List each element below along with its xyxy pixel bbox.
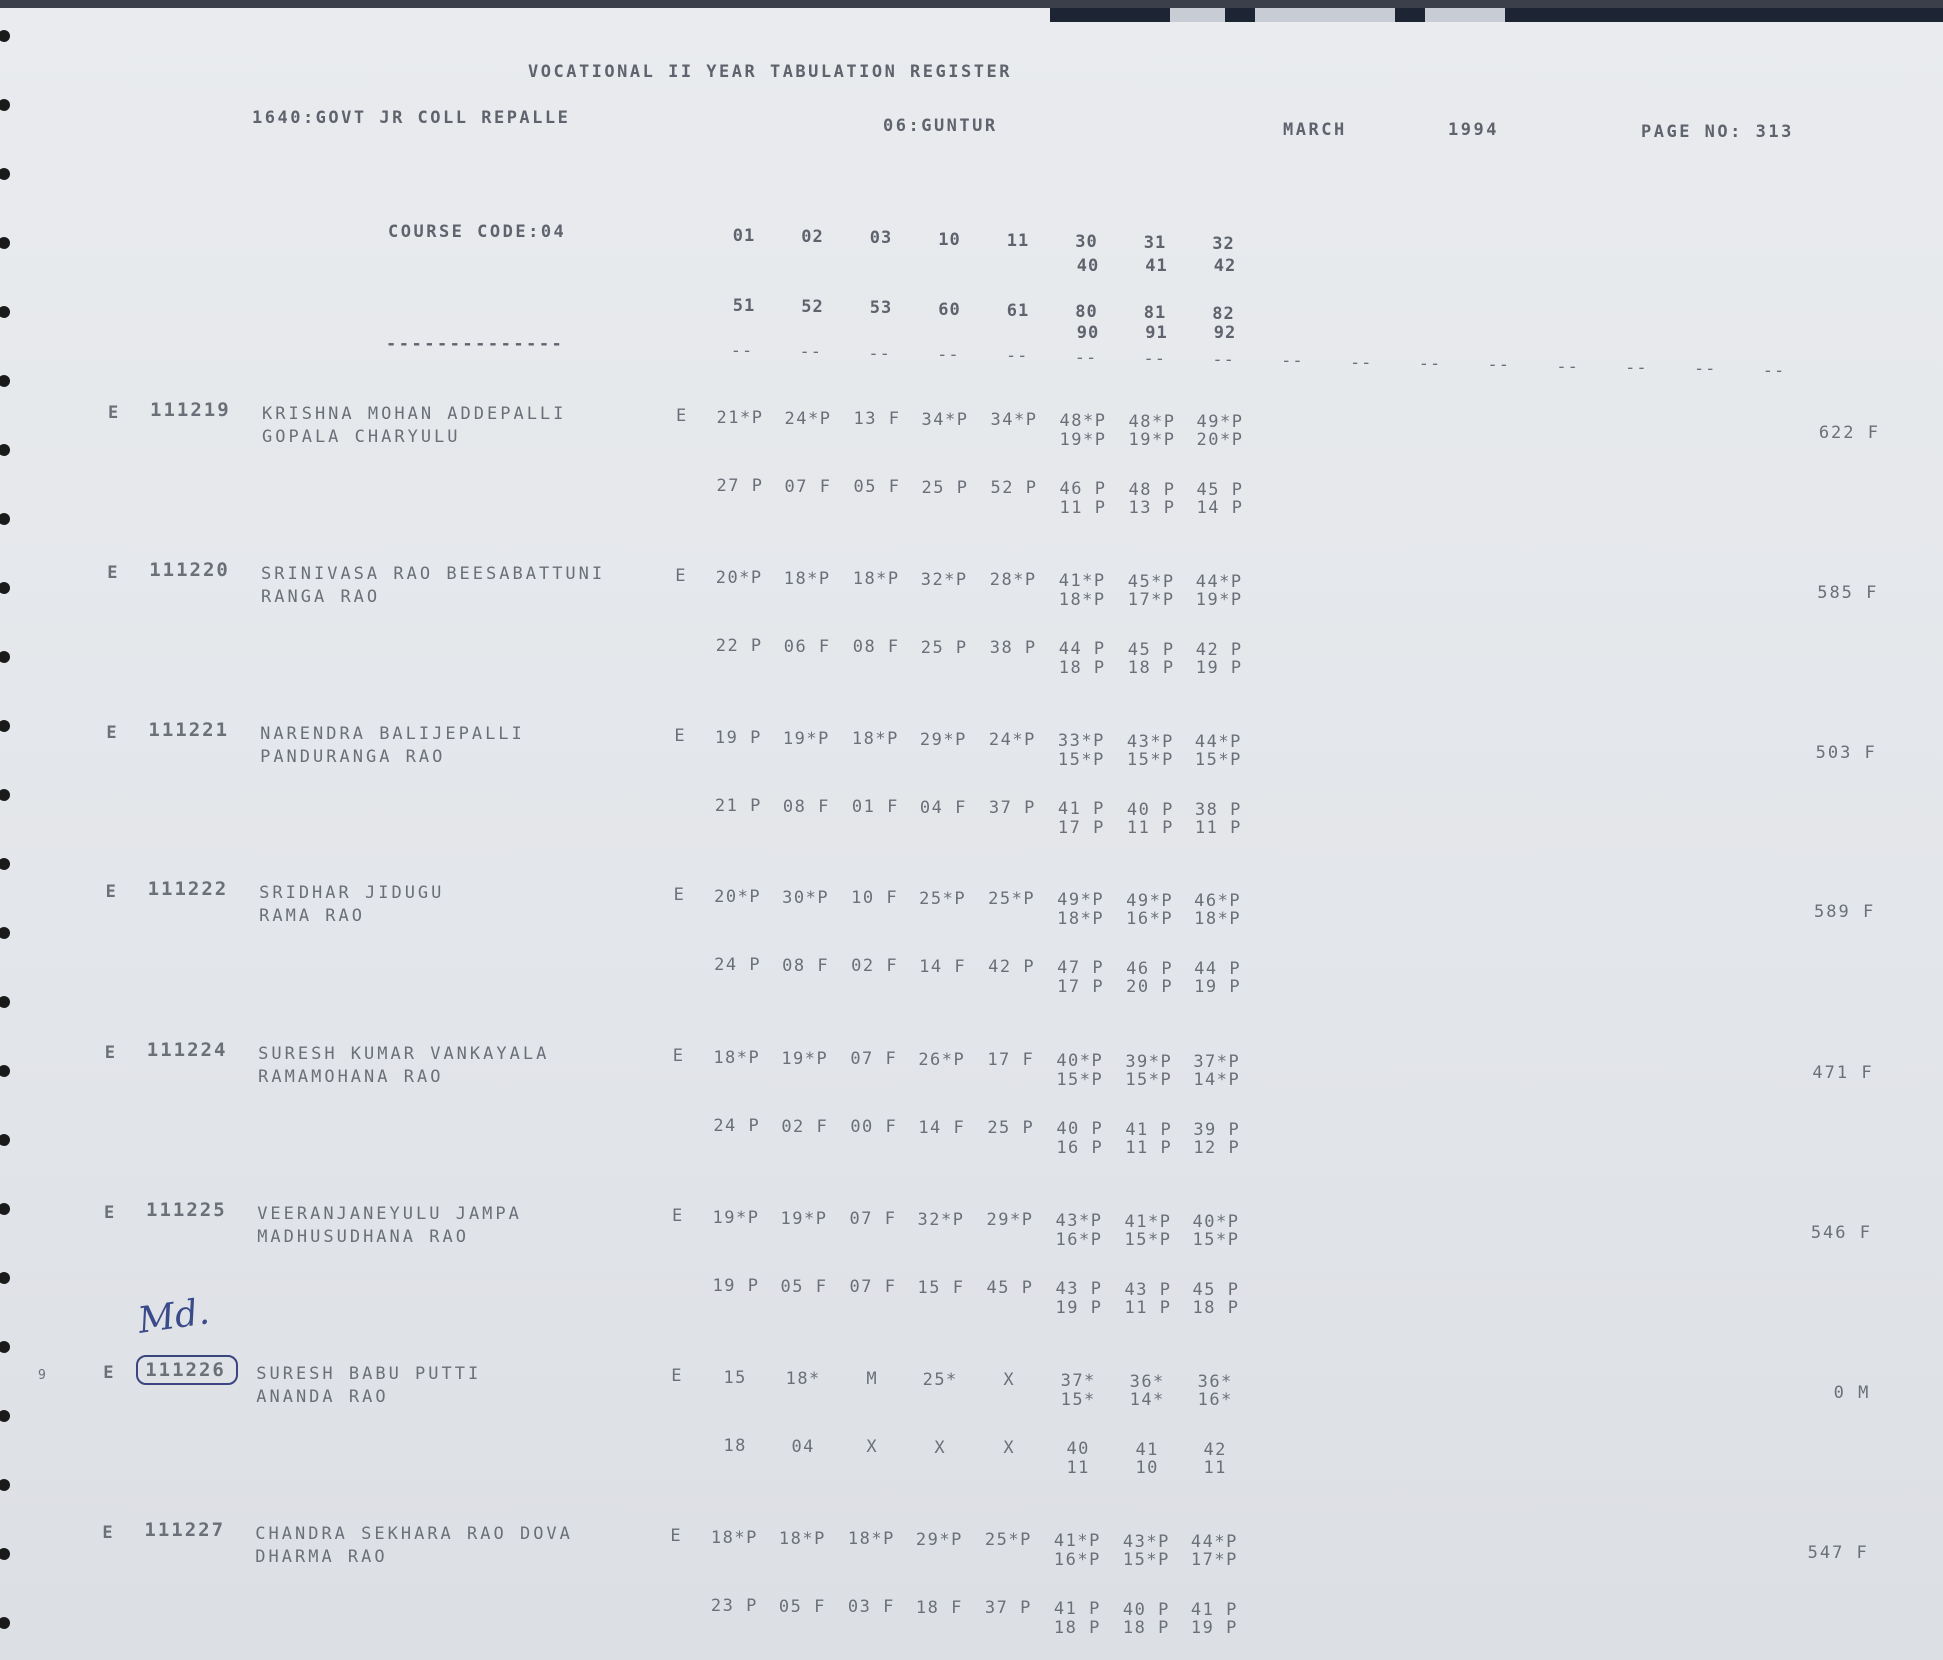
- margin-mark: 9: [38, 1368, 49, 1383]
- mark-cell: 20*P: [714, 887, 762, 907]
- reg-no-circle-mark: [136, 1355, 238, 1385]
- mark-cell: 39 P: [1193, 1120, 1241, 1141]
- student-name: CHANDRA SEKHARA RAO DOVA: [255, 1524, 573, 1544]
- column-separator: --: [1693, 359, 1717, 380]
- binder-hole: [0, 306, 10, 318]
- mark-cell: 15*P: [1194, 750, 1242, 770]
- mark-cell: 13 F: [853, 409, 901, 430]
- mark-cell: 42: [1203, 1440, 1227, 1461]
- mark-cell: 20 P: [1126, 977, 1174, 997]
- mark-cell: 41*P: [1058, 571, 1106, 591]
- mark-cell: 11: [1066, 1458, 1090, 1478]
- mark-cell: 08 F: [852, 637, 900, 658]
- mark-cell: M: [866, 1369, 879, 1390]
- mark-cell: 19*P: [1128, 430, 1176, 450]
- binder-hole: [0, 927, 10, 939]
- mark-cell: 18 P: [1053, 1618, 1101, 1638]
- mark-cell: 45 P: [986, 1278, 1034, 1299]
- mark-cell: 11 P: [1194, 818, 1242, 838]
- binder-hole: [0, 1479, 10, 1491]
- mark-cell: 20*P: [1196, 430, 1244, 450]
- medium-code: E: [670, 1526, 684, 1546]
- medium-code: E: [676, 406, 689, 426]
- subject-code-header: 51: [732, 296, 756, 316]
- mark-cell: 02 F: [781, 1116, 829, 1137]
- mark-cell: 22 P: [715, 636, 763, 656]
- column-separator: --: [1418, 354, 1442, 374]
- course-underline: --------------: [386, 334, 565, 354]
- mark-cell: 06 F: [783, 636, 831, 657]
- subject-code-header: 82: [1212, 304, 1235, 325]
- mark-cell: 18*P: [778, 1528, 826, 1549]
- subject-code-header: 02: [801, 227, 824, 248]
- column-separator: --: [799, 342, 823, 363]
- mark-cell: X: [934, 1437, 947, 1458]
- subject-code-header: 31: [1143, 233, 1167, 254]
- mark-cell: 41 P: [1190, 1600, 1238, 1621]
- binder-hole: [0, 720, 10, 732]
- mark-cell: 15 F: [917, 1277, 965, 1298]
- column-separator: --: [937, 344, 960, 365]
- column-separator: --: [1487, 355, 1511, 376]
- mark-cell: 21 P: [714, 796, 762, 816]
- column-separator: --: [1349, 352, 1373, 373]
- mark-cell: 18 F: [915, 1597, 963, 1618]
- mark-cell: 36*: [1129, 1371, 1165, 1392]
- mark-cell: 19 P: [1194, 977, 1242, 997]
- parent-name: RAMA RAO: [259, 906, 365, 926]
- mark-cell: 42 P: [988, 957, 1036, 978]
- mark-cell: 05 F: [853, 477, 901, 498]
- binder-hole: [0, 996, 10, 1008]
- mark-cell: 17 P: [1057, 818, 1105, 838]
- mark-cell: 19*P: [780, 1208, 828, 1229]
- mark-cell: 11 P: [1059, 498, 1107, 518]
- handwritten-initials: Md.: [135, 1291, 212, 1342]
- parent-name: MADHUSUDHANA RAO: [257, 1227, 469, 1247]
- mark-cell: 37 P: [984, 1598, 1032, 1619]
- mark-cell: 25*P: [988, 889, 1036, 910]
- mark-cell: 37*P: [1193, 1052, 1241, 1073]
- column-separator: --: [1281, 351, 1304, 372]
- mark-cell: 08 F: [782, 796, 830, 817]
- student-flag: E: [104, 1203, 117, 1223]
- subject-code-header: 81: [1143, 303, 1167, 324]
- student-flag: E: [108, 403, 121, 423]
- parent-name: PANDURANGA RAO: [260, 747, 446, 767]
- student-flag: E: [102, 1523, 116, 1543]
- district-name: 06:GUNTUR: [883, 116, 998, 136]
- mark-cell: 49*P: [1196, 412, 1244, 433]
- mark-cell: 17 F: [987, 1050, 1035, 1071]
- binder-hole: [0, 237, 10, 249]
- mark-cell: X: [866, 1437, 879, 1458]
- mark-cell: 25 P: [987, 1118, 1035, 1139]
- mark-cell: 36*: [1197, 1372, 1233, 1393]
- mark-cell: 19 P: [1055, 1298, 1103, 1318]
- exam-year: 1994: [1448, 120, 1499, 140]
- column-separator: --: [868, 343, 891, 364]
- mark-cell: 38 P: [989, 638, 1037, 659]
- mark-cell: 15*P: [1192, 1230, 1240, 1250]
- mark-cell: 15*P: [1124, 1230, 1172, 1250]
- column-separator: --: [1005, 346, 1029, 367]
- mark-cell: 25*P: [984, 1530, 1032, 1551]
- mark-cell: 34*P: [990, 410, 1038, 431]
- mark-cell: 18*P: [713, 1048, 761, 1068]
- subject-code-header: 42: [1213, 256, 1237, 276]
- mark-cell: 44*P: [1195, 572, 1243, 593]
- mark-cell: 18*P: [851, 729, 899, 750]
- mark-cell: 45 P: [1196, 480, 1244, 501]
- mark-cell: 25*P: [919, 888, 967, 909]
- column-separator: --: [1762, 360, 1786, 381]
- mark-cell: 12 P: [1193, 1138, 1241, 1158]
- mark-cell: 04: [791, 1436, 815, 1457]
- mark-cell: 18*P: [1057, 909, 1105, 929]
- mark-cell: 25*: [922, 1369, 958, 1390]
- mark-cell: 46*P: [1194, 891, 1242, 912]
- binder-hole: [0, 444, 10, 456]
- subject-code-header: 03: [869, 228, 893, 249]
- subject-code-header: 41: [1145, 256, 1168, 276]
- mark-cell: 11 P: [1124, 1298, 1172, 1318]
- medium-code: E: [671, 1366, 684, 1386]
- mark-cell: 15*P: [1125, 1070, 1173, 1090]
- mark-cell: 41*P: [1124, 1211, 1172, 1232]
- mark-cell: 02 F: [851, 956, 899, 977]
- mark-cell: 40 P: [1056, 1119, 1104, 1139]
- medium-code: E: [672, 1046, 686, 1066]
- background-strip: [1050, 8, 1943, 22]
- mark-cell: 25 P: [921, 477, 969, 498]
- student-name: KRISHNA MOHAN ADDEPALLI: [262, 404, 567, 424]
- mark-cell: 18*P: [783, 568, 831, 589]
- mark-cell: 03 F: [847, 1597, 895, 1618]
- subject-code-header: 91: [1145, 323, 1168, 343]
- binder-hole: [0, 1203, 10, 1215]
- subject-code-header: 61: [1006, 300, 1030, 321]
- mark-cell: 16*P: [1055, 1230, 1103, 1250]
- mark-cell: 14*P: [1193, 1070, 1241, 1090]
- mark-cell: 05 F: [778, 1596, 826, 1617]
- mark-cell: 43 P: [1124, 1279, 1172, 1300]
- student-flag: E: [104, 1043, 118, 1063]
- mark-cell: 04 F: [919, 797, 967, 818]
- mark-cell: 15*P: [1122, 1550, 1170, 1570]
- mark-cell: 19 P: [714, 728, 762, 748]
- subject-code-header: 53: [869, 298, 893, 319]
- mark-cell: 17 P: [1057, 977, 1105, 997]
- total-result: 503 F: [1815, 743, 1877, 763]
- subject-code-header: 40: [1076, 256, 1100, 276]
- student-name: SRIDHAR JIDUGU: [259, 883, 445, 903]
- medium-code: E: [674, 726, 688, 746]
- mark-cell: 40 P: [1126, 799, 1174, 820]
- subject-code-header: 90: [1076, 323, 1100, 343]
- student-flag: E: [106, 723, 120, 743]
- subject-code-header: 80: [1075, 302, 1098, 322]
- subject-code-header: 92: [1213, 323, 1237, 343]
- mark-cell: 15*P: [1126, 750, 1174, 770]
- mark-cell: 11 P: [1126, 818, 1174, 838]
- binder-hole: [0, 1617, 10, 1629]
- student-name: NARENDRA BALIJEPALLI: [260, 724, 525, 744]
- mark-cell: 41 P: [1057, 799, 1105, 819]
- mark-cell: 14 P: [1196, 498, 1244, 518]
- mark-cell: 29*P: [986, 1210, 1034, 1231]
- subject-code-header: 01: [732, 226, 756, 246]
- column-separator: --: [1212, 350, 1235, 371]
- student-reg-no: 111220: [149, 559, 230, 581]
- mark-cell: 18 P: [1192, 1298, 1240, 1318]
- mark-cell: 05 F: [780, 1276, 828, 1297]
- mark-cell: 43*P: [1122, 1531, 1170, 1552]
- mark-cell: 07 F: [784, 476, 832, 497]
- column-separator: --: [1143, 348, 1167, 369]
- mark-cell: 49*P: [1126, 890, 1174, 911]
- parent-name: GOPALA CHARYULU: [262, 427, 461, 447]
- mark-cell: 21*P: [716, 408, 764, 428]
- mark-cell: 44*P: [1190, 1532, 1238, 1553]
- student-reg-no: 111222: [147, 878, 229, 900]
- binder-hole: [0, 858, 10, 870]
- mark-cell: 17*P: [1127, 590, 1175, 610]
- binder-hole: [0, 99, 10, 111]
- mark-cell: 17*P: [1190, 1550, 1238, 1570]
- mark-cell: 14*: [1129, 1390, 1165, 1410]
- mark-cell: 28*P: [989, 570, 1037, 591]
- mark-cell: 33*P: [1057, 731, 1105, 751]
- mark-cell: 07 F: [849, 1209, 897, 1230]
- student-reg-no: 111224: [146, 1039, 228, 1061]
- register-title: VOCATIONAL II YEAR TABULATION REGISTER: [528, 62, 1012, 82]
- medium-code: E: [675, 566, 688, 586]
- mark-cell: 37 P: [988, 798, 1036, 819]
- total-result: 546 F: [1810, 1223, 1872, 1243]
- mark-cell: 44*P: [1194, 732, 1242, 753]
- binder-hole: [0, 30, 10, 42]
- binder-hole: [0, 789, 10, 801]
- subject-code-header: 52: [801, 297, 824, 318]
- total-result: 547 F: [1807, 1543, 1869, 1563]
- mark-cell: 11: [1203, 1458, 1227, 1478]
- mark-cell: 18*P: [1194, 909, 1242, 929]
- mark-cell: 40: [1066, 1439, 1090, 1459]
- parent-name: RANGA RAO: [261, 587, 381, 607]
- medium-code: E: [673, 885, 687, 905]
- student-name: SRINIVASA RAO BEESABATTUNI: [261, 564, 606, 584]
- mark-cell: 48*P: [1128, 411, 1176, 432]
- subject-code-header: 60: [938, 299, 961, 320]
- mark-cell: 07 F: [849, 1277, 897, 1298]
- student-flag: E: [107, 563, 120, 583]
- parent-name: RAMAMOHANA RAO: [258, 1067, 444, 1087]
- mark-cell: 32*P: [920, 569, 968, 590]
- exam-month: MARCH: [1283, 120, 1347, 140]
- mark-cell: 23 P: [710, 1596, 758, 1616]
- mark-cell: 11 P: [1125, 1138, 1173, 1158]
- student-name: SURESH BABU PUTTI: [256, 1364, 482, 1384]
- mark-cell: 42 P: [1195, 640, 1243, 661]
- mark-cell: 52 P: [990, 478, 1038, 499]
- mark-cell: 24*P: [784, 408, 832, 429]
- mark-cell: 34*P: [921, 409, 969, 430]
- mark-cell: 19 P: [1190, 1618, 1238, 1638]
- binder-hole: [0, 375, 10, 387]
- mark-cell: 00 F: [850, 1117, 898, 1138]
- mark-cell: 15*: [1060, 1390, 1096, 1410]
- student-flag: E: [105, 882, 119, 902]
- student-reg-no: 111226: [145, 1359, 226, 1381]
- register-sheet: [0, 8, 1943, 1660]
- mark-cell: 41: [1135, 1439, 1159, 1460]
- binder-hole: [0, 168, 10, 180]
- medium-code: E: [672, 1206, 685, 1226]
- mark-cell: 24 P: [714, 955, 762, 975]
- mark-cell: 45 P: [1192, 1280, 1240, 1301]
- mark-cell: 43*P: [1055, 1211, 1103, 1231]
- student-flag: E: [103, 1363, 116, 1383]
- student-reg-no: 111221: [148, 719, 230, 741]
- mark-cell: 19*P: [781, 1048, 829, 1069]
- mark-cell: X: [1003, 1438, 1016, 1459]
- mark-cell: 40 P: [1122, 1599, 1170, 1620]
- mark-cell: X: [1003, 1370, 1016, 1391]
- mark-cell: 10: [1135, 1458, 1159, 1478]
- total-result: 471 F: [1812, 1063, 1874, 1083]
- column-separator: --: [1556, 356, 1579, 377]
- binder-hole: [0, 1341, 10, 1353]
- mark-cell: 26*P: [918, 1049, 966, 1070]
- mark-cell: 41 P: [1053, 1599, 1101, 1619]
- page-number: PAGE NO: 313: [1641, 122, 1794, 142]
- parent-name: DHARMA RAO: [255, 1547, 388, 1567]
- mark-cell: 19*P: [1059, 430, 1107, 450]
- mark-cell: 40*P: [1056, 1051, 1104, 1071]
- mark-cell: 24*P: [988, 730, 1036, 751]
- mark-cell: 18*P: [847, 1529, 895, 1550]
- mark-cell: 18 P: [1127, 658, 1175, 678]
- mark-cell: 18 P: [1122, 1618, 1170, 1638]
- mark-cell: 16*P: [1053, 1550, 1101, 1570]
- binder-hole: [0, 513, 10, 525]
- mark-cell: 01 F: [851, 797, 899, 818]
- mark-cell: 43*P: [1126, 731, 1174, 752]
- mark-cell: 48*P: [1059, 411, 1107, 431]
- course-code: COURSE CODE:04: [388, 222, 567, 242]
- column-separator: --: [1625, 357, 1648, 378]
- mark-cell: 15: [723, 1368, 747, 1388]
- mark-cell: 10 F: [851, 888, 899, 909]
- mark-cell: 19 P: [712, 1276, 760, 1296]
- mark-cell: 08 F: [782, 955, 830, 976]
- mark-cell: 24 P: [713, 1116, 761, 1136]
- mark-cell: 43 P: [1055, 1279, 1103, 1299]
- mark-cell: 18 P: [1058, 658, 1106, 678]
- binder-hole: [0, 1065, 10, 1077]
- mark-cell: 41*P: [1053, 1531, 1101, 1551]
- total-result: 622 F: [1818, 423, 1880, 443]
- mark-cell: 49*P: [1057, 890, 1105, 910]
- mark-cell: 19*P: [712, 1208, 760, 1228]
- mark-cell: 45 P: [1127, 639, 1175, 660]
- mark-cell: 46 P: [1059, 479, 1107, 499]
- mark-cell: 29*P: [915, 1529, 963, 1550]
- parent-name: ANANDA RAO: [256, 1387, 389, 1407]
- mark-cell: 14 F: [918, 1117, 966, 1138]
- total-result: 585 F: [1817, 583, 1879, 603]
- total-result: 0 M: [1833, 1383, 1871, 1403]
- mark-cell: 14 F: [919, 956, 967, 977]
- subject-code-header: 11: [1006, 230, 1030, 251]
- mark-cell: 48 P: [1128, 479, 1176, 500]
- binder-hole: [0, 582, 10, 594]
- mark-cell: 18*P: [1058, 590, 1106, 610]
- mark-cell: 29*P: [919, 729, 967, 750]
- mark-cell: 19*P: [782, 728, 830, 749]
- binder-hole: [0, 1134, 10, 1146]
- column-separator: --: [730, 341, 754, 361]
- subject-code-header: 32: [1212, 234, 1235, 255]
- binder-hole: [0, 651, 10, 663]
- mark-cell: 44 P: [1194, 959, 1242, 980]
- mark-cell: 32*P: [917, 1209, 965, 1230]
- student-name: SURESH KUMAR VANKAYALA: [258, 1044, 550, 1064]
- subject-code-header: 30: [1075, 232, 1098, 252]
- college-name: 1640:GOVT JR COLL REPALLE: [252, 108, 571, 128]
- mark-cell: 16*: [1197, 1390, 1233, 1410]
- mark-cell: 38 P: [1194, 800, 1242, 821]
- binder-hole: [0, 1272, 10, 1284]
- binder-hole: [0, 1548, 10, 1560]
- mark-cell: 16*P: [1126, 909, 1174, 929]
- student-reg-no: 111225: [146, 1199, 227, 1221]
- mark-cell: 13 P: [1128, 498, 1176, 518]
- total-result: 589 F: [1814, 902, 1876, 922]
- mark-cell: 37*: [1060, 1371, 1096, 1391]
- mark-cell: 40*P: [1192, 1212, 1240, 1233]
- mark-cell: 20*P: [715, 568, 763, 588]
- student-reg-no: 111227: [144, 1519, 226, 1541]
- binder-hole: [0, 1410, 10, 1422]
- mark-cell: 19*P: [1195, 590, 1243, 610]
- student-reg-no: 111219: [150, 399, 231, 421]
- mark-cell: 18*P: [710, 1528, 758, 1548]
- mark-cell: 15*P: [1057, 750, 1105, 770]
- mark-cell: 18*P: [852, 569, 900, 590]
- mark-cell: 15*P: [1056, 1070, 1104, 1090]
- mark-cell: 30*P: [782, 887, 830, 908]
- mark-cell: 41 P: [1125, 1119, 1173, 1140]
- mark-cell: 16 P: [1056, 1138, 1104, 1158]
- mark-cell: 27 P: [716, 476, 764, 496]
- column-separator: --: [1074, 347, 1098, 368]
- mark-cell: 45*P: [1127, 571, 1175, 592]
- mark-cell: 07 F: [850, 1049, 898, 1070]
- subject-code-header: 10: [938, 229, 961, 250]
- mark-cell: 46 P: [1126, 958, 1174, 979]
- mark-cell: 18*: [785, 1368, 821, 1389]
- mark-cell: 44 P: [1058, 639, 1106, 659]
- mark-cell: 47 P: [1057, 958, 1105, 978]
- mark-cell: 19 P: [1195, 658, 1243, 678]
- mark-cell: 18: [723, 1436, 747, 1456]
- student-name: VEERANJANEYULU JAMPA: [257, 1204, 522, 1224]
- mark-cell: 25 P: [920, 637, 968, 658]
- mark-cell: 39*P: [1125, 1051, 1173, 1072]
